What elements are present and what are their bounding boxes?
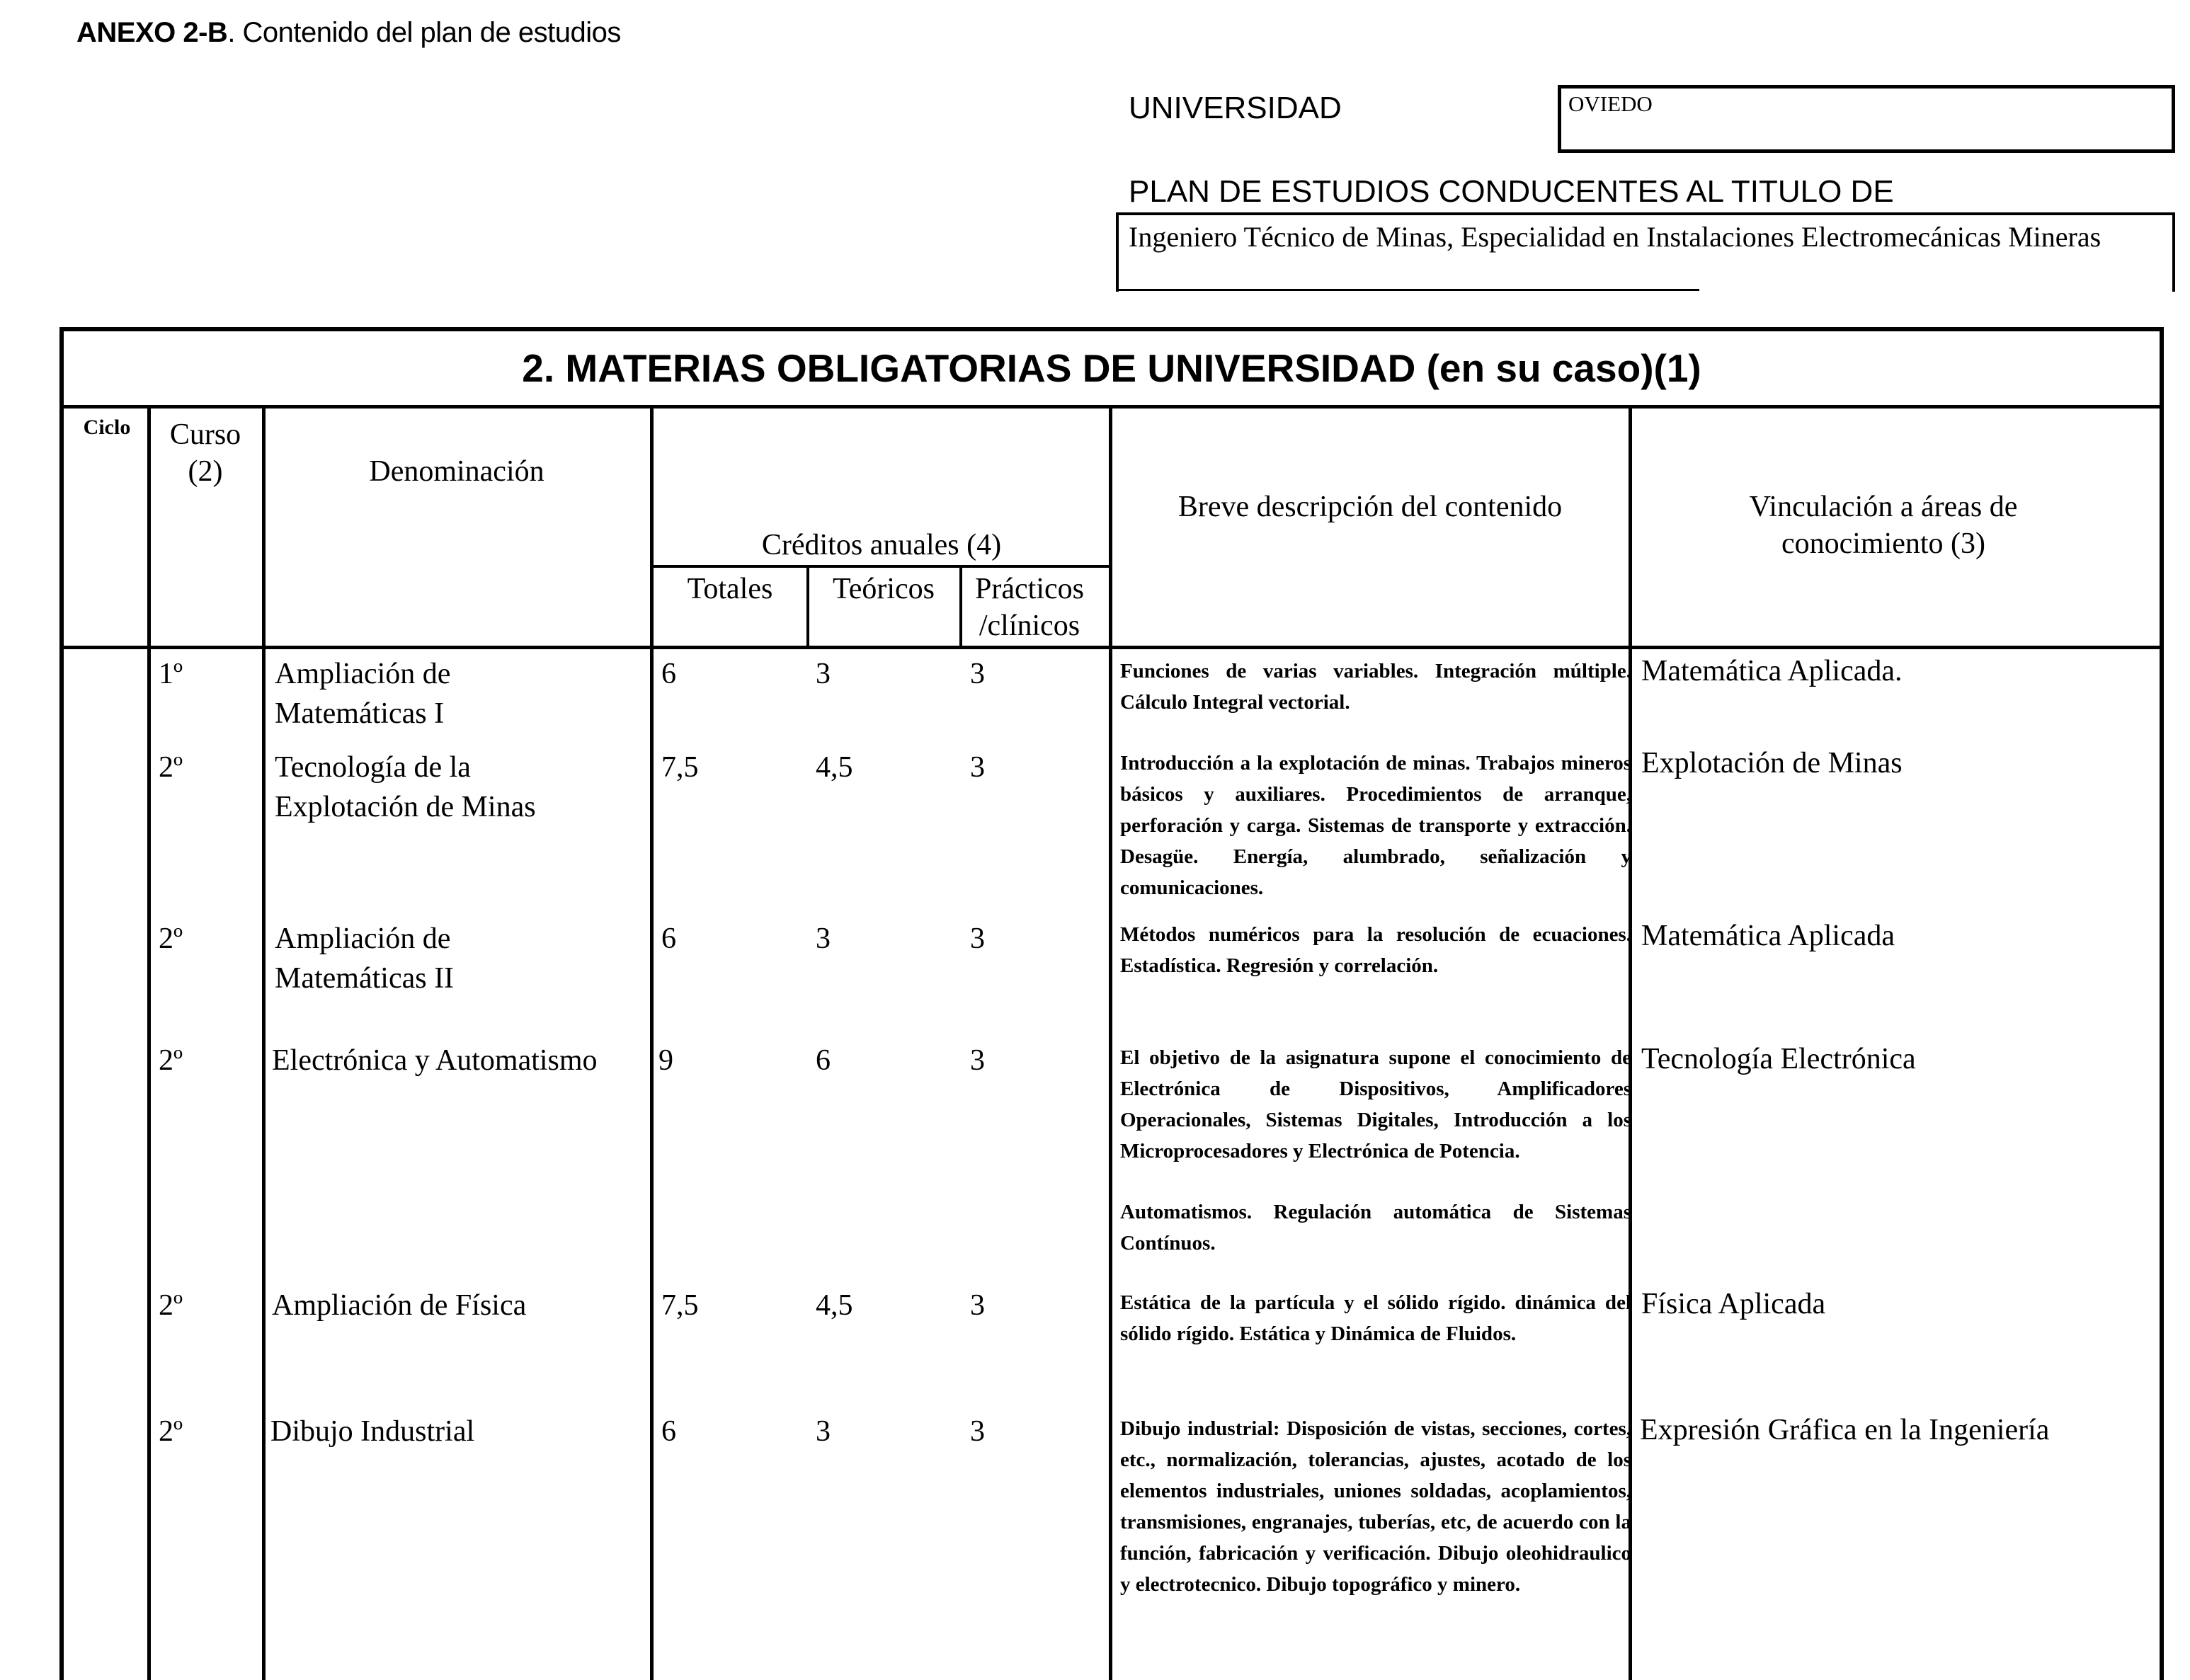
row2-totales: 7,5 <box>661 751 699 784</box>
row5-practicos: 3 <box>970 1289 985 1322</box>
row4-curso: 2º <box>159 1044 183 1077</box>
row2-practicos: 3 <box>970 751 985 784</box>
row2-curso: 2º <box>159 751 183 784</box>
universidad-label: UNIVERSIDAD <box>1129 91 1342 125</box>
titulo-underline <box>1119 289 1699 291</box>
header-teoricos: Teóricos <box>832 573 935 605</box>
header-totales: Totales <box>687 573 773 605</box>
header-denominacion: Denominación <box>369 455 544 488</box>
row5-curso: 2º <box>159 1289 183 1322</box>
annex-label: ANEXO 2-B <box>76 17 228 48</box>
row6-teoricos: 3 <box>816 1415 831 1448</box>
header-curso: Curso (2) <box>169 418 241 488</box>
row5-denominacion: Ampliación de Física <box>272 1289 527 1322</box>
row4-denominacion: Electrónica y Automatismo <box>272 1044 598 1077</box>
row1-curso: 1º <box>159 658 183 690</box>
row6-descripcion: Dibujo industrial: Disposición de vistas, secciones, cortes, etc., normalización, tolerancias, ajustes, acotado de los elementos industriales, uniones soldadas, acoplamientos, transmisiones, engranajes, tuberías, etc, de acuerdo con la función, fabricación y verificación. Dibujo oleohidraulico y electrotecnico. Dibujo topográfico y minero. <box>1120 1417 1631 1596</box>
row6-curso: 2º <box>159 1415 183 1448</box>
header-ciclo: Ciclo <box>83 416 131 439</box>
row1-descripcion: Funciones de varias variables. Integración múltiple. Cálculo Integral vectorial. <box>1120 660 1631 714</box>
row5-totales: 7,5 <box>661 1289 699 1322</box>
titulo-box <box>1116 212 2175 292</box>
row4-descripcion: El objetivo de la asignatura supone el conocimiento de Electrónica de Dispositivos, Amplificadores Operacionales, Sistemas Digitales, Introducción a los Microprocesadores y Electrónica de Potencia. <box>1120 1046 1631 1162</box>
row6-vinculacion: Expresión Gráfica en la Ingeniería <box>1640 1414 2050 1446</box>
row1-teoricos: 3 <box>816 658 831 690</box>
row2-descripcion: Introducción a la explotación de minas. Trabajos mineros básicos y auxiliares. Procedimientos de arranque, perforación y carga. Sistemas de transporte y extracción. Desagüe. Energía, alumbrado, señalización y comunicaciones. <box>1120 752 1631 899</box>
row3-totales: 6 <box>661 922 676 955</box>
row5-vinculacion: Física Aplicada <box>1641 1288 1826 1320</box>
row1-totales: 6 <box>661 658 676 690</box>
row2-teoricos: 4,5 <box>816 751 853 784</box>
row1-practicos: 3 <box>970 658 985 690</box>
col-divider-curso <box>262 408 266 1680</box>
row6-totales: 6 <box>661 1415 676 1448</box>
universidad-box <box>1558 85 2175 153</box>
table-title: 2. MATERIAS OBLIGATORIAS DE UNIVERSIDAD (en su caso)(1) <box>522 346 1701 390</box>
annex-heading <box>76 17 621 49</box>
row6-denominacion: Dibujo Industrial <box>270 1415 475 1448</box>
header-descripcion: Breve descripción del contenido <box>1177 491 1563 523</box>
row4-teoricos: 6 <box>816 1044 831 1077</box>
row5-teoricos: 4,5 <box>816 1289 853 1322</box>
row4-descripcion-extra: Automatismos. Regulación automática de Sistemas Contínuos. <box>1120 1201 1631 1255</box>
col-divider-totales <box>806 566 809 647</box>
row3-practicos: 3 <box>970 922 985 955</box>
row5-descripcion: Estática de la partícula y el sólido rígido. dinámica del sólido rígido. Estática y Dinámica de Fluidos. <box>1120 1291 1631 1345</box>
col-divider-ciclo <box>147 408 151 1680</box>
row6-practicos: 3 <box>970 1415 985 1448</box>
header-vinculacion: Vinculación a áreas de conocimiento (3) <box>1749 491 2018 560</box>
row2-denominacion: Tecnología de la Explotación de Minas <box>275 751 536 823</box>
col-divider-creditos <box>1109 408 1112 1680</box>
row1-vinculacion: Matemática Aplicada. <box>1641 655 1903 687</box>
row3-descripcion: Métodos numéricos para la resolución de ecuaciones. Estadística. Regresión y correlación. <box>1120 923 1631 977</box>
row1-denominacion: Ampliación de Matemáticas I <box>275 658 451 730</box>
row2-vinculacion: Explotación de Minas <box>1641 747 1903 779</box>
plan-label: PLAN DE ESTUDIOS CONDUCENTES AL TITULO DE <box>1129 174 1894 209</box>
row3-denominacion: Ampliación de Matemáticas II <box>275 922 455 995</box>
row3-vinculacion: Matemática Aplicada <box>1641 920 1895 952</box>
row4-totales: 9 <box>658 1044 673 1077</box>
row4-vinculacion: Tecnología Electrónica <box>1641 1043 1916 1075</box>
annex-subtitle: . Contenido del plan de estudios <box>227 17 621 48</box>
col-divider-teoricos <box>959 566 962 647</box>
row3-teoricos: 3 <box>816 922 831 955</box>
header-practicos: Prácticos /clínicos <box>975 573 1084 642</box>
creditos-divider <box>651 565 1110 568</box>
header-creditos: Créditos anuales (4) <box>761 529 1002 561</box>
row4-practicos: 3 <box>970 1044 985 1077</box>
universidad-value: OVIEDO <box>1568 91 1653 116</box>
titulo-value: Ingeniero Técnico de Minas, Especialidad en Instalaciones Electromecánicas Mineras <box>1129 221 2101 253</box>
row3-curso: 2º <box>159 922 183 955</box>
